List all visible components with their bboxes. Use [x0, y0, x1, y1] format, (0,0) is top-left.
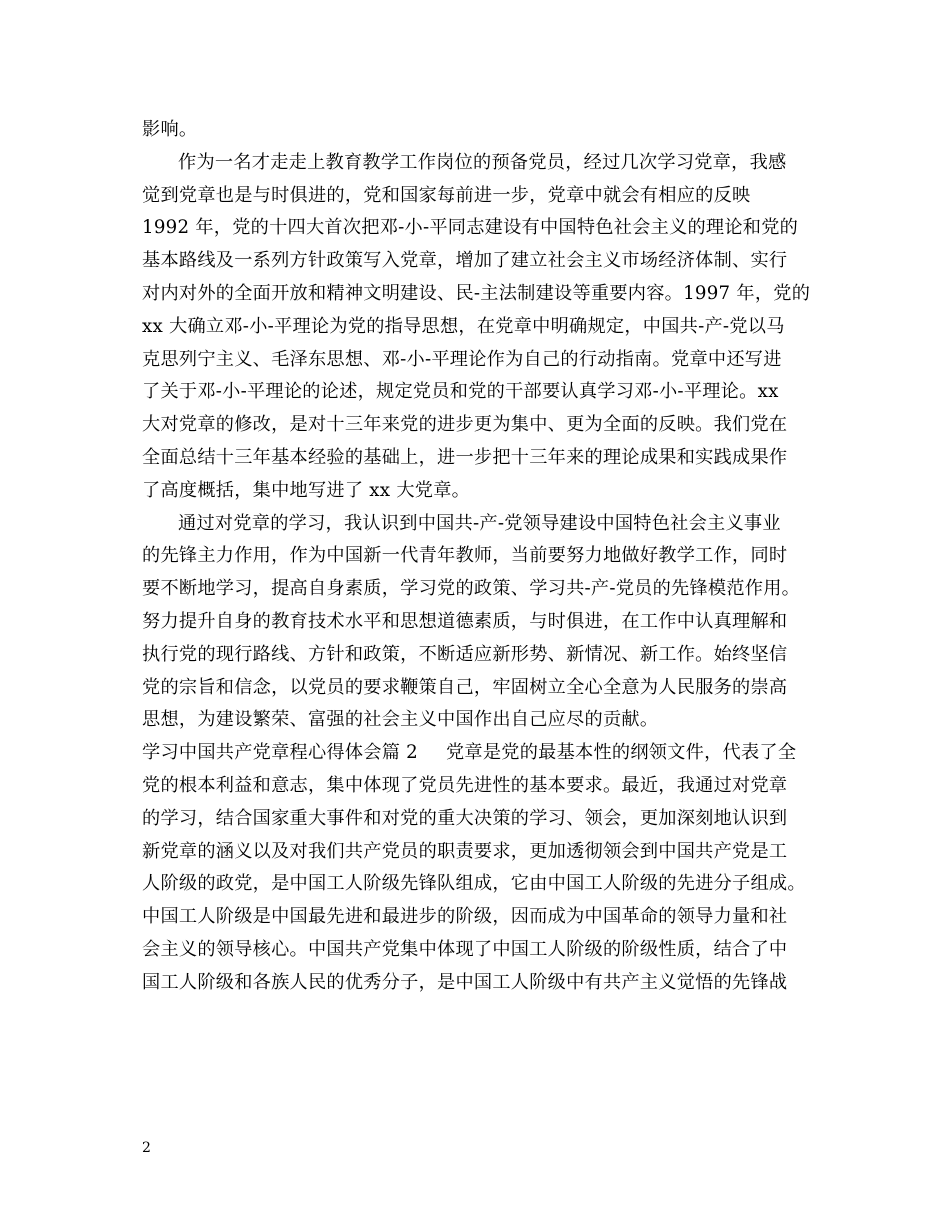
text-line: 了高度概括，集中地写进了 xx 大党章。 [142, 479, 471, 501]
text-line: 中国工人阶级是中国最先进和最进步的阶级，因而成为中国革命的领导力量和社 [142, 906, 788, 928]
text-line: 基本路线及一系列方针政策写入党章，增加了建立社会主义市场经济体制、实行 [142, 250, 788, 272]
section-heading: 学习中国共产党章程心得体会篇 2 [142, 742, 418, 764]
text-line: 要不断地学习，提高自身素质，学习党的政策、学习共-产-党员的先锋模范作用。 [142, 578, 801, 600]
text-line: 会主义的领导核心。中国共产党集中体现了中国工人阶级的阶级性质，结合了中 [142, 938, 788, 960]
text-line: 新党章的涵义以及对我们共产党员的职责要求，更加透彻领会到中国共产党是工 [142, 840, 788, 862]
paragraph-start-line: 作为一名才走走上教育教学工作岗位的预备党员，经过几次学习党章，我感 [178, 151, 787, 173]
text-line: 人阶级的政党，是中国工人阶级先锋队组成，它由中国工人阶级的先进分子组成。 [142, 873, 806, 895]
text-line: 对内对外的全面开放和精神文明建设、民-主法制建设等重要内容。1997 年，党的 [142, 282, 811, 304]
text-line: 国工人阶级和各族人民的优秀分子，是中国工人阶级中有共产主义觉悟的先锋战 [142, 971, 788, 993]
page-number: 2 [142, 1140, 151, 1156]
text-line: 的学习，结合国家重大事件和对党的重大决策的学习、领会，更加深刻地认识到 [142, 807, 788, 829]
body-text [142, 114, 822, 1000]
section-heading-line [142, 737, 822, 770]
text-line: 的先锋主力作用，作为中国新一代青年教师，当前要努力地做好教学工作，同时 [142, 545, 788, 567]
paragraph-start-line: 通过对党章的学习，我认识到中国共-产-党领导建设中国特色社会主义事业 [178, 512, 781, 534]
text-line: 全面总结十三年基本经验的基础上，进一步把十三年来的理论成果和实践成果作 [142, 446, 788, 468]
text-line: 1992 年，党的十四大首次把邓-小-平同志建设有中国特色社会主义的理论和党的 [142, 217, 799, 239]
text-line: 影响。 [142, 119, 198, 140]
section-body-start: 党章是党的最基本性的纲领文件，代表了全 [445, 742, 797, 764]
text-line: 执行党的现行路线、方针和政策，不断适应新形势、新情况、新工作。始终坚信 [142, 643, 788, 665]
text-line: 了关于邓-小-平理论的论述，规定党员和党的干部要认真学习邓-小-平理论。xx [142, 381, 779, 403]
text-line: 思想，为建设繁荣、富强的社会主义中国作出自己应尽的贡献。 [142, 709, 659, 731]
text-line: 觉到党章也是与时俱进的，党和国家每前进一步，党章中就会有相应的反映 [142, 184, 751, 206]
text-line: 党的根本利益和意志，集中体现了党员先进性的基本要求。最近，我通过对党章 [142, 774, 788, 796]
text-line: 党的宗旨和信念，以党员的要求鞭策自己，牢固树立全心全意为人民服务的崇高 [142, 676, 788, 698]
text-line: 努力提升自身的教育技术水平和思想道德素质，与时俱进，在工作中认真理解和 [142, 610, 788, 632]
text-line: xx 大确立邓-小-平理论为党的指导思想，在党章中明确规定，中国共-产-党以马 [142, 315, 785, 337]
text-line: 大对党章的修改，是对十三年来党的进步更为集中、更为全面的反映。我们党在 [142, 414, 788, 436]
text-line: 克思列宁主义、毛泽东思想、邓-小-平理论作为自己的行动指南。党章中还写进 [142, 348, 782, 370]
